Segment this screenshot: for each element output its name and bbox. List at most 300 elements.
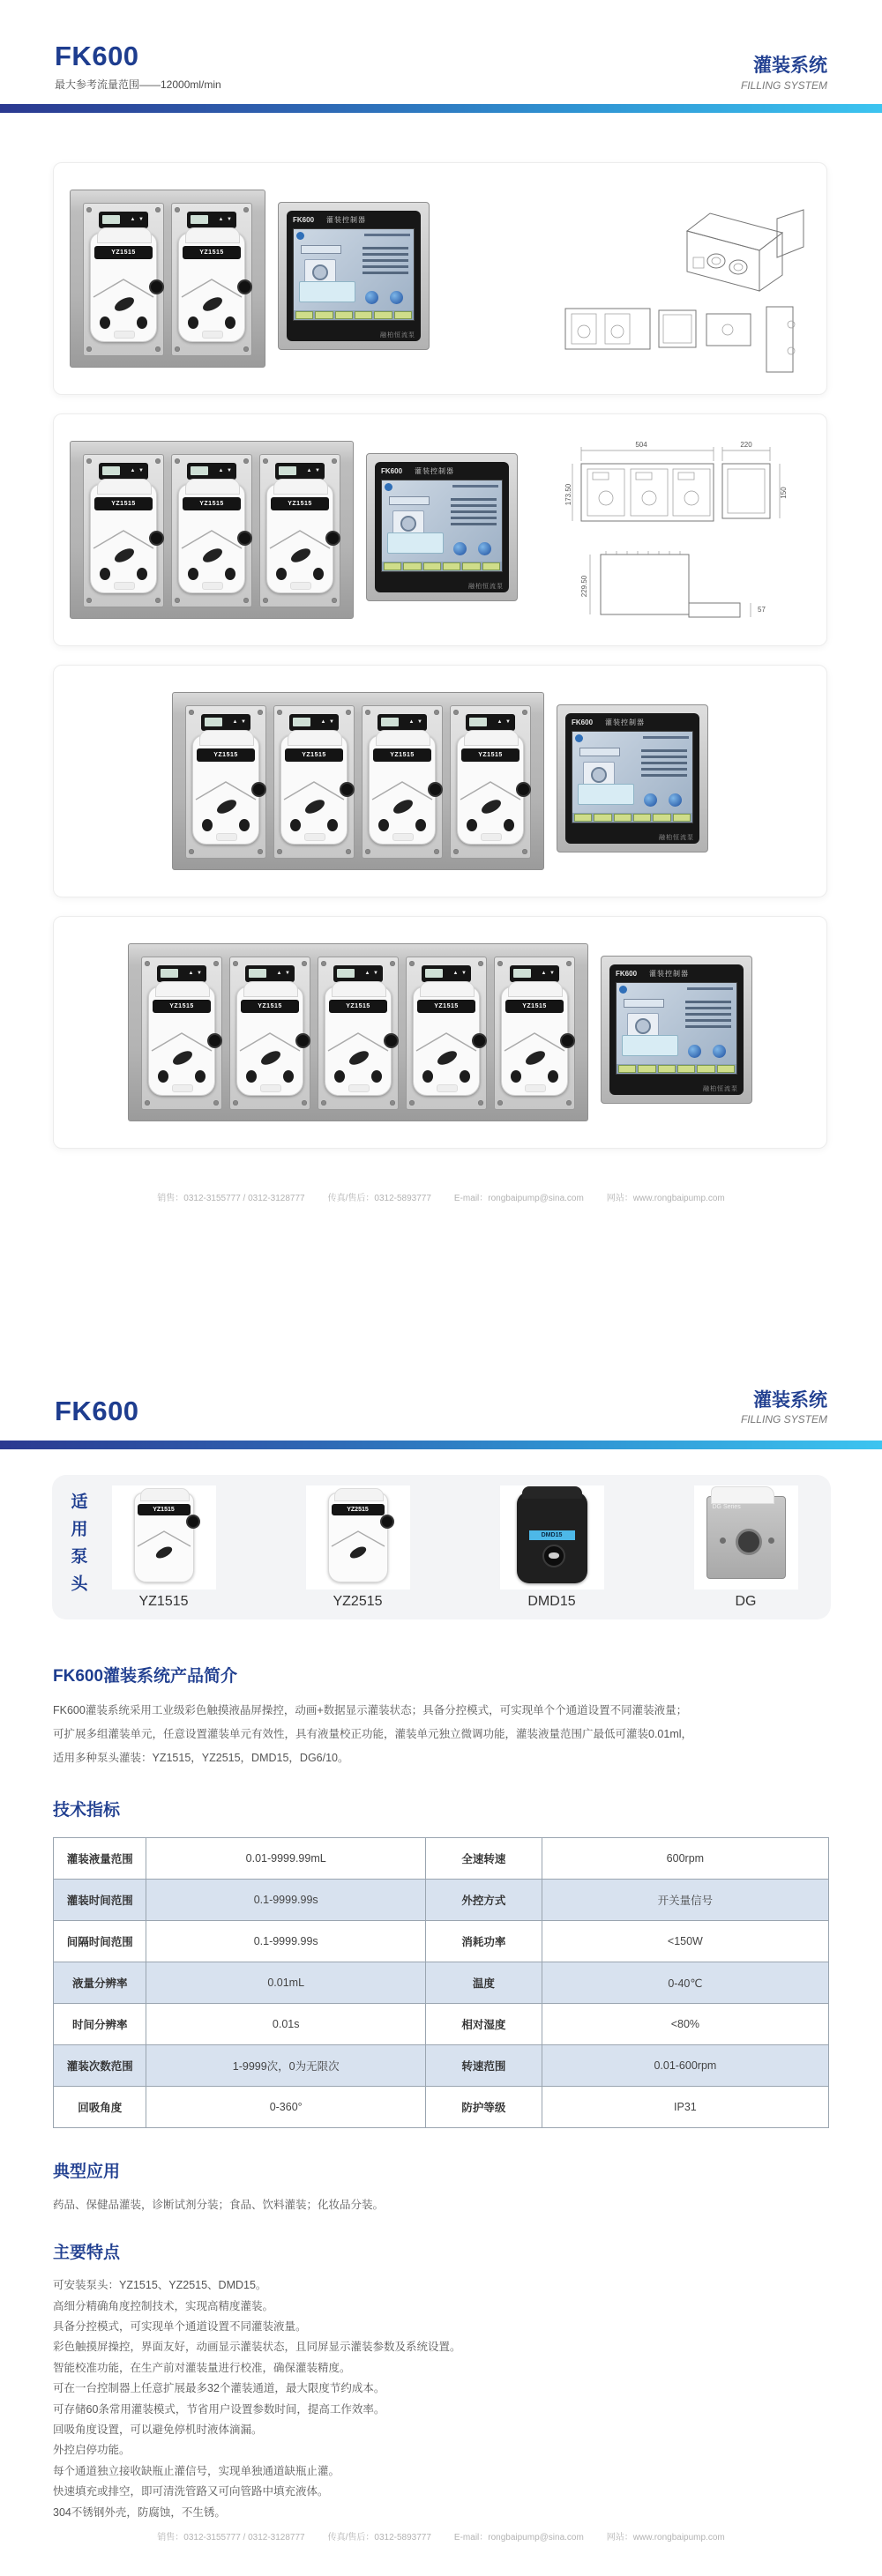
- spec-row: [54, 2045, 829, 2087]
- screw-icon: [263, 598, 268, 603]
- head-foot-icon: [422, 1070, 433, 1083]
- screw-icon: [155, 598, 161, 603]
- screw-icon: [86, 458, 92, 464]
- screw-icon: [497, 1100, 503, 1106]
- product-card-4-channel: [53, 665, 827, 897]
- pump-chassis: [70, 190, 265, 368]
- screw-icon: [434, 710, 439, 715]
- head-dome: [243, 981, 298, 997]
- screw-icon: [277, 710, 282, 715]
- controller: [557, 704, 708, 852]
- screw-icon: [478, 961, 483, 966]
- specs-title: 技术指标: [53, 1801, 121, 1820]
- screen-start-button-icon: [453, 542, 467, 555]
- features-list: [53, 2275, 829, 2523]
- screw-icon: [175, 207, 180, 212]
- yz1515-illustration: [134, 1493, 194, 1582]
- page-2-header: [0, 1288, 882, 1426]
- screw-icon: [453, 849, 459, 854]
- spec-label: 全速转速: [425, 1838, 542, 1880]
- footer-contact: [0, 1190, 882, 1203]
- head-foot-icon: [188, 568, 198, 580]
- display-segment: [381, 718, 399, 726]
- spec-row: [54, 1838, 829, 1880]
- controller-bezel: [375, 462, 509, 592]
- features-title: 主要特点: [53, 2244, 121, 2263]
- page-1-header: [0, 0, 882, 92]
- contact-sales: 销售：0312-3155777 / 0312-3128777: [157, 2533, 305, 2542]
- screw-icon: [243, 346, 249, 352]
- controller-model: FK600: [572, 718, 594, 726]
- screen-stop-button-icon: [478, 542, 491, 555]
- unit-display: [187, 212, 236, 228]
- head-foot-icon: [327, 819, 338, 831]
- controller-model: FK600: [381, 466, 403, 475]
- controller-screen-title: 灌装控制器: [415, 466, 455, 475]
- footer-contact: [0, 2529, 882, 2542]
- tech-drawing-iso: [555, 176, 811, 381]
- pump-head-label: YZ1515: [183, 246, 241, 259]
- header-left: [55, 1397, 139, 1426]
- unit-display: [99, 212, 148, 228]
- head-foot-icon: [202, 819, 213, 831]
- controller-brand: 融柏恒流泵: [703, 1085, 738, 1092]
- display-arrows-icon: [130, 217, 145, 222]
- pump-head-image: [500, 1485, 604, 1590]
- head-knob-icon: [237, 279, 252, 294]
- head-knob-icon: [340, 782, 355, 797]
- spec-value: 0.01s: [146, 2004, 425, 2045]
- feature-item: 外控启停功能。: [53, 2444, 131, 2457]
- head-knob-icon: [380, 1515, 394, 1529]
- head-knob-icon: [186, 1515, 200, 1529]
- screw-icon: [175, 598, 180, 603]
- main-features-section: [0, 2239, 882, 2523]
- head-foot-icon: [460, 1070, 470, 1083]
- display-segment: [469, 718, 487, 726]
- pump-head-illustration: [266, 484, 333, 593]
- dim-side-height: 229.50: [580, 575, 588, 597]
- pump-head-label: YZ1515: [461, 748, 519, 762]
- spec-value: 0.01mL: [146, 1962, 425, 2004]
- head-dome: [199, 730, 254, 746]
- screw-icon: [566, 1100, 572, 1106]
- screw-icon: [155, 207, 161, 212]
- pump-head-caption: DMD15: [527, 1593, 576, 1609]
- feature-item: 回吸角度设置，可以避免停机时液体滴漏。: [53, 2423, 263, 2436]
- display-segment: [205, 718, 222, 726]
- screen-pump-animation: [392, 510, 424, 535]
- display-arrows-icon: [218, 468, 233, 473]
- head-foot-icon: [378, 819, 389, 831]
- controller: [366, 453, 518, 601]
- unit-display: [275, 463, 325, 480]
- head-foot-icon: [467, 819, 477, 831]
- spec-label: 相对湿度: [425, 2004, 542, 2045]
- pump-head-illustration: [457, 735, 524, 845]
- category-en: FILLING SYSTEM: [740, 1413, 827, 1426]
- screw-icon: [213, 961, 219, 966]
- spec-value: 开关量信号: [542, 1880, 828, 1921]
- specs-table: [53, 1837, 829, 2128]
- pump-unit: [406, 957, 487, 1110]
- head-knob-icon: [207, 1033, 222, 1048]
- unit-display: [510, 965, 559, 982]
- screen-pump-animation: [304, 259, 336, 284]
- feature-item: 304不锈钢外壳，防腐蚀，不生锈。: [53, 2505, 226, 2519]
- screen-channel-panel: [387, 532, 444, 554]
- display-segment: [337, 969, 355, 978]
- dim-body-height: 173.50: [564, 483, 572, 505]
- display-arrows-icon: [276, 971, 291, 976]
- unit-display: [99, 463, 148, 480]
- screw-icon: [175, 346, 180, 352]
- gradient-bar: [0, 104, 882, 113]
- unit-display: [187, 463, 236, 480]
- flow-range-subtitle: 最大参考流量范围——12000ml/min: [55, 78, 221, 91]
- spec-value: 0.1-9999.99s: [146, 1921, 425, 1962]
- pump-head-illustration: [325, 986, 392, 1096]
- feature-item: 可存储60条常用灌装模式，节省用户设置参数时间，提高工作效率。: [53, 2402, 385, 2416]
- controller-header: [381, 466, 503, 476]
- head-label: YZ2515: [332, 1504, 385, 1515]
- screw-icon: [213, 1100, 219, 1106]
- head-label: DG Series: [712, 1503, 741, 1510]
- tech-drawing-dimensions: [564, 424, 811, 636]
- pump-head-label: YZ1515: [94, 497, 153, 510]
- head-groove: [193, 778, 258, 801]
- pump-head-illustration: [178, 233, 245, 342]
- head-knob-icon: [149, 531, 164, 546]
- screen-stop-button-icon: [713, 1045, 726, 1058]
- dim-foot-height: 57: [758, 605, 766, 614]
- screw-icon: [189, 849, 194, 854]
- feature-item: 每个通道独立接收缺瓶止灌信号，实现单独通道缺瓶止灌。: [53, 2464, 340, 2477]
- display-segment: [293, 718, 310, 726]
- screw-icon: [263, 458, 268, 464]
- pump-unit: [494, 957, 575, 1110]
- unit-display: [201, 714, 250, 731]
- head-base: [114, 331, 135, 339]
- spec-label: 回吸角度: [54, 2087, 146, 2128]
- screw-icon: [86, 207, 92, 212]
- spec-row: [54, 1921, 829, 1962]
- display-segment: [102, 466, 120, 475]
- controller-screen-title: 灌装控制器: [605, 718, 646, 726]
- head-base: [202, 331, 223, 339]
- head-base: [437, 1084, 458, 1092]
- screen-logo-icon: [296, 232, 304, 240]
- head-knob-icon: [251, 782, 266, 797]
- contact-email: E-mail：rongbaipump@sina.com: [453, 1194, 584, 1203]
- header-left: [55, 42, 221, 92]
- screw-icon: [522, 849, 527, 854]
- spec-label: 液量分辨率: [54, 1962, 146, 2004]
- display-arrows-icon: [452, 971, 467, 976]
- pump-head-caption: YZ1515: [138, 1593, 189, 1609]
- spec-value: 0.01-600rpm: [542, 2045, 828, 2087]
- pump-head-label: YZ1515: [373, 748, 431, 762]
- controller-screen: [381, 480, 503, 572]
- screw-icon: [497, 961, 503, 966]
- screen-datetime: [643, 736, 689, 739]
- screen-start-button-icon: [688, 1045, 701, 1058]
- pump-head-image: [112, 1485, 216, 1590]
- head-knob-icon: [384, 1033, 399, 1048]
- spec-label: 灌装时间范围: [54, 1880, 146, 1921]
- screw-icon: [302, 1100, 307, 1106]
- screen-datetime: [687, 987, 733, 990]
- unit-display: [289, 714, 339, 731]
- applications-text: 药品、保健品灌装，诊断试剂分装；食品、饮料灌装；化妆品分装。: [53, 2199, 385, 2212]
- head-foot-icon: [137, 568, 147, 580]
- category-en: FILLING SYSTEM: [740, 78, 827, 92]
- screen-pump-animation: [583, 762, 615, 786]
- head-knob-icon: [149, 279, 164, 294]
- contact-email: E-mail：rongbaipump@sina.com: [453, 2533, 584, 2542]
- screw-icon: [243, 207, 249, 212]
- pump-head-item-dmd15: [497, 1485, 607, 1610]
- controller-header: [572, 718, 693, 727]
- product-card-5-channel: [53, 916, 827, 1149]
- contact-fax: 传真/售后：0312-5893777: [327, 2533, 431, 2542]
- head-hub-icon: [736, 1529, 762, 1555]
- head-foot-icon: [100, 316, 110, 329]
- spec-row: [54, 2004, 829, 2045]
- controller-header: [293, 215, 415, 225]
- head-groove: [414, 1030, 479, 1053]
- head-groove: [458, 778, 523, 801]
- screw-icon: [233, 961, 238, 966]
- spec-label: 灌装液量范围: [54, 1838, 146, 1880]
- tech-specs-section: [0, 1797, 882, 2128]
- pump-head-item-dg: [691, 1485, 801, 1610]
- head-dome: [288, 730, 342, 746]
- feature-item: 快速填充或排空，即可清洗管路又可向管路中填充液体。: [53, 2485, 329, 2498]
- spec-label: 外控方式: [425, 1880, 542, 1921]
- head-knob-icon: [325, 531, 340, 546]
- spec-value: 1-9999次，0为无限次: [146, 2045, 425, 2087]
- dim-ctrl-height: 150: [780, 486, 788, 499]
- header-right: [741, 56, 827, 91]
- spec-label: 灌装次数范围: [54, 2045, 146, 2087]
- screw-icon: [302, 961, 307, 966]
- head-knob-icon: [560, 1033, 575, 1048]
- screen-pump-animation: [627, 1013, 659, 1038]
- head-groove: [179, 276, 244, 299]
- screen-menu-bar: [294, 310, 414, 320]
- spec-label: 防护等级: [425, 2087, 542, 2128]
- feature-item: 智能校准功能，在生产前对灌装量进行校准，确保灌装精度。: [53, 2361, 351, 2374]
- head-base: [304, 833, 325, 841]
- screw-icon: [86, 598, 92, 603]
- applications-title: 典型应用: [53, 2163, 121, 2182]
- head-foot-icon: [225, 568, 235, 580]
- screen-parameters: [685, 1001, 731, 1028]
- screw-icon: [155, 346, 161, 352]
- screen-menu-bar: [617, 1064, 736, 1074]
- product-cards: [53, 162, 829, 1149]
- screen-menu-bar: [572, 813, 692, 823]
- head-groove: [325, 1030, 391, 1053]
- pump-unit: [362, 705, 443, 859]
- head-base: [260, 1084, 281, 1092]
- pump-head-illustration: [280, 735, 348, 845]
- head-foot-icon: [511, 1070, 521, 1083]
- screen-logo-icon: [385, 483, 392, 491]
- screen-stop-button-icon: [669, 793, 682, 807]
- pump-chassis: [70, 441, 354, 619]
- pump-head-label: YZ1515: [271, 497, 329, 510]
- screw-icon: [332, 598, 337, 603]
- head-groove: [179, 527, 244, 550]
- controller-brand: 融柏恒流泵: [468, 583, 504, 590]
- head-knob-icon: [428, 782, 443, 797]
- pump-head-caption: YZ2515: [333, 1593, 383, 1609]
- controller-brand: 融柏恒流泵: [380, 331, 415, 339]
- pump-head-label: YZ1515: [183, 497, 241, 510]
- head-foot-icon: [239, 819, 250, 831]
- spec-label: 转速范围: [425, 2045, 542, 2087]
- head-knob-icon: [295, 1033, 310, 1048]
- head-groove: [502, 1030, 567, 1053]
- screw-icon: [434, 849, 439, 854]
- dim-body-width: 504: [635, 440, 647, 449]
- spec-row: [54, 1962, 829, 2004]
- screw-icon: [189, 710, 194, 715]
- screen-datetime: [452, 485, 498, 488]
- pump-head-label: YZ1515: [505, 1000, 564, 1013]
- screen-status-box: [301, 245, 341, 254]
- head-foot-icon: [100, 568, 110, 580]
- controller-bezel: [287, 211, 421, 341]
- display-segment: [279, 466, 296, 475]
- spec-row: [54, 2087, 829, 2128]
- spec-row: [54, 1880, 829, 1921]
- category-cn: 灌装系统: [753, 1390, 827, 1411]
- screw-icon: [86, 346, 92, 352]
- pump-unit: [141, 957, 222, 1110]
- feature-item: 可在一台控制器上任意扩展最多32个灌装通道，最大限度节约成本。: [53, 2382, 385, 2395]
- pump-head-illustration: [236, 986, 303, 1096]
- pump-head-label: YZ1515: [153, 1000, 211, 1013]
- head-hub-icon: [542, 1545, 565, 1567]
- side-label: 适用泵头: [68, 1493, 87, 1603]
- pump-head-label: YZ1515: [197, 748, 255, 762]
- controller-brand: 融柏恒流泵: [659, 834, 694, 841]
- display-segment: [513, 969, 531, 978]
- model-title: FK600: [55, 1395, 139, 1426]
- controller-screen: [293, 228, 415, 321]
- unit-display: [466, 714, 515, 731]
- pump-head-illustration: [178, 484, 245, 593]
- head-label: DMD15: [529, 1530, 575, 1540]
- pump-head-label: YZ1515: [417, 1000, 475, 1013]
- header-right: [741, 1390, 827, 1426]
- display-segment: [191, 215, 208, 224]
- spec-value: 0-360°: [146, 2087, 425, 2128]
- display-segment: [191, 466, 208, 475]
- spec-value: 0-40℃: [542, 1962, 828, 2004]
- model-title: FK600: [55, 41, 139, 71]
- screw-icon: [346, 849, 351, 854]
- screen-status-box: [579, 748, 620, 756]
- spec-value: 0.01-9999.99mL: [146, 1838, 425, 1880]
- pump-chassis: [172, 692, 544, 870]
- controller-bezel: [609, 964, 744, 1095]
- pump-head-label: YZ1515: [285, 748, 343, 762]
- head-groove: [91, 527, 156, 550]
- head-base: [290, 582, 311, 590]
- head-groove: [329, 1529, 387, 1548]
- product-photo: [70, 441, 518, 619]
- controller: [278, 202, 430, 350]
- head-base: [348, 1084, 370, 1092]
- screen-channel-panel: [622, 1035, 678, 1056]
- display-segment: [425, 969, 443, 978]
- display-arrows-icon: [218, 217, 233, 222]
- screw-icon: [258, 849, 263, 854]
- screen-channel-panel: [578, 784, 634, 805]
- spec-value: <80%: [542, 2004, 828, 2045]
- head-groove: [237, 1030, 303, 1053]
- dim-ctrl-width: 220: [740, 440, 752, 449]
- display-segment: [161, 969, 178, 978]
- pump-unit: [450, 705, 531, 859]
- screen-status-box: [389, 496, 430, 505]
- pump-head-image: [694, 1485, 798, 1590]
- page-2: [0, 1288, 882, 2576]
- head-groove: [267, 527, 333, 550]
- spec-value: <150W: [542, 1921, 828, 1962]
- head-dome: [508, 981, 563, 997]
- screw-icon: [175, 458, 180, 464]
- screen-stop-button-icon: [390, 291, 403, 304]
- screw-icon: [409, 1100, 415, 1106]
- contact-sales: 销售：0312-3155777 / 0312-3128777: [157, 1194, 305, 1203]
- display-arrows-icon: [232, 719, 247, 725]
- spec-value: 600rpm: [542, 1838, 828, 1880]
- screw-icon: [566, 961, 572, 966]
- head-foot-icon: [371, 1070, 382, 1083]
- unit-display: [157, 965, 206, 982]
- pump-unit: [273, 705, 355, 859]
- head-label: YZ1515: [138, 1504, 191, 1515]
- intro-line: 可扩展多组灌装单元，任意设置灌装单元有效性，具有液量校正功能，灌装单元独立微调功能，灌装液量范围广最低可灌装0.01ml，: [53, 1728, 693, 1741]
- head-foot-icon: [290, 819, 301, 831]
- display-arrows-icon: [541, 971, 556, 976]
- head-base: [202, 582, 223, 590]
- contact-fax: 传真/售后：0312-5893777: [327, 1194, 431, 1203]
- head-dome: [97, 227, 152, 243]
- head-base: [525, 1084, 546, 1092]
- head-knob-icon: [516, 782, 531, 797]
- screen-datetime: [364, 234, 410, 236]
- feature-item: 可安装泵头：YZ1515、YZ2515、DMD15。: [53, 2279, 267, 2292]
- controller: [601, 956, 752, 1104]
- typical-applications-section: [0, 2158, 882, 2212]
- product-card-3-channel: [53, 413, 827, 646]
- head-foot-icon: [415, 819, 426, 831]
- feature-item: 具备分控模式，可实现单个通道设置不同灌装液量。: [53, 2319, 307, 2333]
- product-photo: [70, 190, 430, 368]
- screen-start-button-icon: [644, 793, 657, 807]
- screen-parameters: [363, 247, 408, 274]
- pump-head-items: [109, 1485, 801, 1610]
- feature-item: 高细分精确角度控制技术，实现高精度灌装。: [53, 2299, 274, 2312]
- head-knob-icon: [237, 531, 252, 546]
- head-groove: [149, 1030, 214, 1053]
